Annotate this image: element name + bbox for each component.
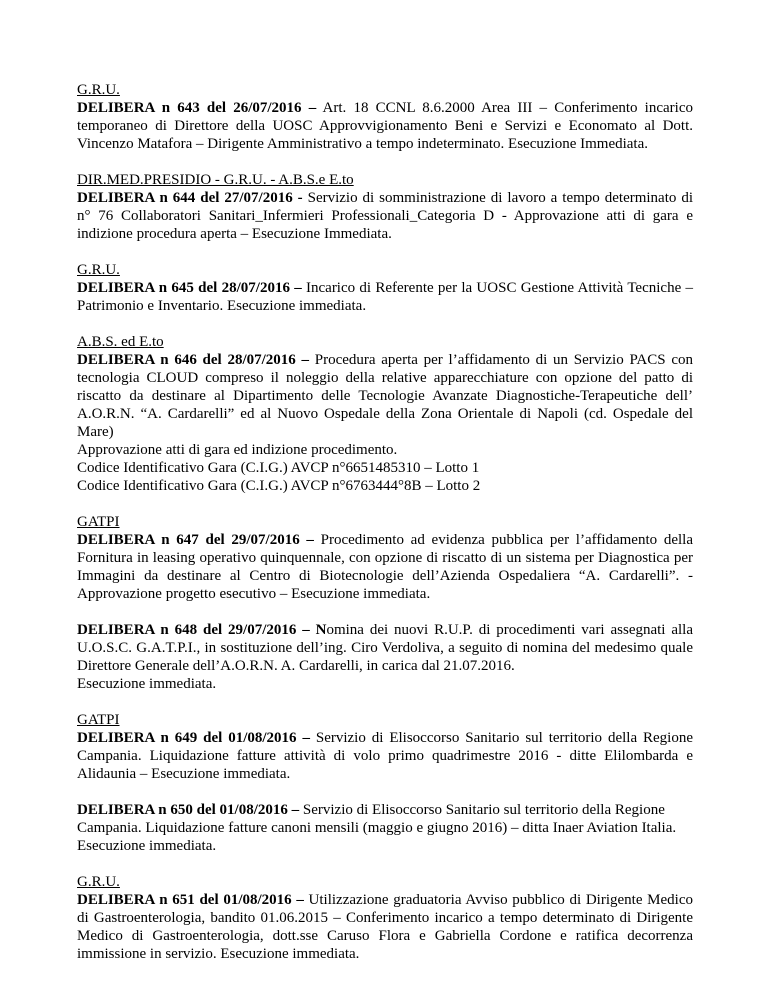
delibera-entry-644 — [77, 171, 693, 243]
entry-heading: GATPI — [77, 514, 120, 530]
delibera-text: Servizio di somministrazione di lavoro a tempo determinato di n° 76 Collaboratori Sanitari_Infermieri Professionali_Categoria D - Approvazione atti di gara e indizione procedura aperta – Esecuzione Immediata. — [77, 190, 694, 242]
delibera-number: DELIBERA n 651 del 01/08/2016 – — [77, 892, 304, 908]
entry-heading: G.R.U. — [77, 874, 120, 890]
delibera-entry-648 — [77, 621, 693, 693]
delibera-extra-line: Esecuzione immediata. — [77, 676, 217, 692]
delibera-cig-line: Codice Identificativo Gara (C.I.G.) AVCP n°6763444°8B – Lotto 2 — [77, 478, 481, 494]
delibera-number: DELIBERA n 650 del 01/08/2016 – — [77, 802, 300, 818]
delibera-number: DELIBERA n 643 del 26/07/2016 – — [77, 100, 317, 116]
delibera-text: Servizio di Elisoccorso Sanitario sul territorio della Regione Campania. Liquidazione fatture attività di volo primo quadrimestre 2016 - ditte Elilombarda e Alidaunia – Esecuzione immediata. — [77, 730, 694, 782]
delibera-text: Art. 18 CCNL 8.6.2000 Area III – Conferimento incarico temporaneo di Direttore della UOSC Approvvigionamento Beni e Servizi e Economato al Dott. Vincenzo Matafora – Dirigente Amministrativo a tempo indeterminato. Esecuzione Immediata. — [77, 100, 693, 152]
delibera-extra-line: Approvazione atti di gara ed indizione procedimento. — [77, 442, 398, 458]
delibera-number: DELIBERA n 648 del 29/07/2016 – N — [77, 622, 327, 638]
entry-heading: G.R.U. — [77, 262, 120, 278]
delibera-text: omina dei nuovi R.U.P. di procedimenti vari assegnati alla U.O.S.C. G.A.T.P.I., in sostituzione dell’ing. Ciro Verdoliva, a seguito di nomina del medesimo quale Direttore Generale dell’A.O.R.N. A. Cardarelli, in carica dal 21.07.2016. — [77, 622, 693, 674]
delibera-text: Procedimento ad evidenza pubblica per l’affidamento della Fornitura in leasing operativo quinquennale, con opzione di riscatto di un sistema per Diagnostica per Immagini da destinare al Centro di Biotecnologie dell’Azienda Ospedaliera “A. Cardarelli”. - Approvazione progetto esecutivo – Esecuzione immediata. — [77, 532, 693, 602]
delibera-text: Servizio di Elisoccorso Sanitario sul territorio della Regione Campania. Liquidazione fatture canoni mensili (maggio e giugno 2016) – ditta Inaer Aviation Italia. Esecuzione immediata. — [77, 802, 677, 854]
delibera-number: DELIBERA n 644 del 27/07/2016 - — [77, 190, 303, 206]
delibera-number: DELIBERA n 647 del 29/07/2016 – — [77, 532, 314, 548]
delibera-number: DELIBERA n 646 del 28/07/2016 – — [77, 352, 310, 368]
delibera-entry-649 — [77, 711, 693, 783]
delibera-entry-647 — [77, 513, 693, 603]
delibera-cig-line: Codice Identificativo Gara (C.I.G.) AVCP n°6651485310 – Lotto 1 — [77, 460, 480, 476]
delibera-entry-645 — [77, 261, 693, 315]
delibera-text: Procedura aperta per l’affidamento di un Servizio PACS con tecnologia CLOUD compreso il noleggio della relative apparecchiature con opzione del patto di riscatto da destinare al Dipartimento delle Tecnologie Avanzate Diagnostiche-Terapeutiche dell’ A.O.R.N. “A. Cardarelli” ed al Nuovo Ospedale della Zona Orientale di Napoli (cd. Ospedale del Mare) — [77, 352, 693, 440]
delibera-entry-650 — [77, 801, 693, 855]
entry-heading: DIR.MED.PRESIDIO - G.R.U. - A.B.S.e E.to — [77, 172, 354, 188]
entry-heading: GATPI — [77, 712, 120, 728]
delibera-text: Utilizzazione graduatoria Avviso pubblico di Dirigente Medico di Gastroenterologia, bandito 01.06.2015 – Conferimento incarico a tempo determinato di Dirigente Medico di Gastroenterologia, dott.sse Caruso Flora e Gabriella Cordone e ratifica decorrenza immissione in servizio. Esecuzione immediata. — [77, 892, 694, 962]
delibera-entry-646 — [77, 333, 693, 495]
delibera-number: DELIBERA n 645 del 28/07/2016 – — [77, 280, 302, 296]
delibera-number: DELIBERA n 649 del 01/08/2016 – — [77, 730, 310, 746]
delibera-entry-643 — [77, 81, 693, 153]
entry-heading: A.B.S. ed E.to — [77, 334, 164, 350]
delibera-text: Incarico di Referente per la UOSC Gestione Attività Tecniche – Patrimonio e Inventario. Esecuzione immediata. — [77, 280, 693, 314]
entry-heading: G.R.U. — [77, 82, 120, 98]
document-page — [77, 81, 693, 981]
delibera-entry-651 — [77, 873, 693, 963]
